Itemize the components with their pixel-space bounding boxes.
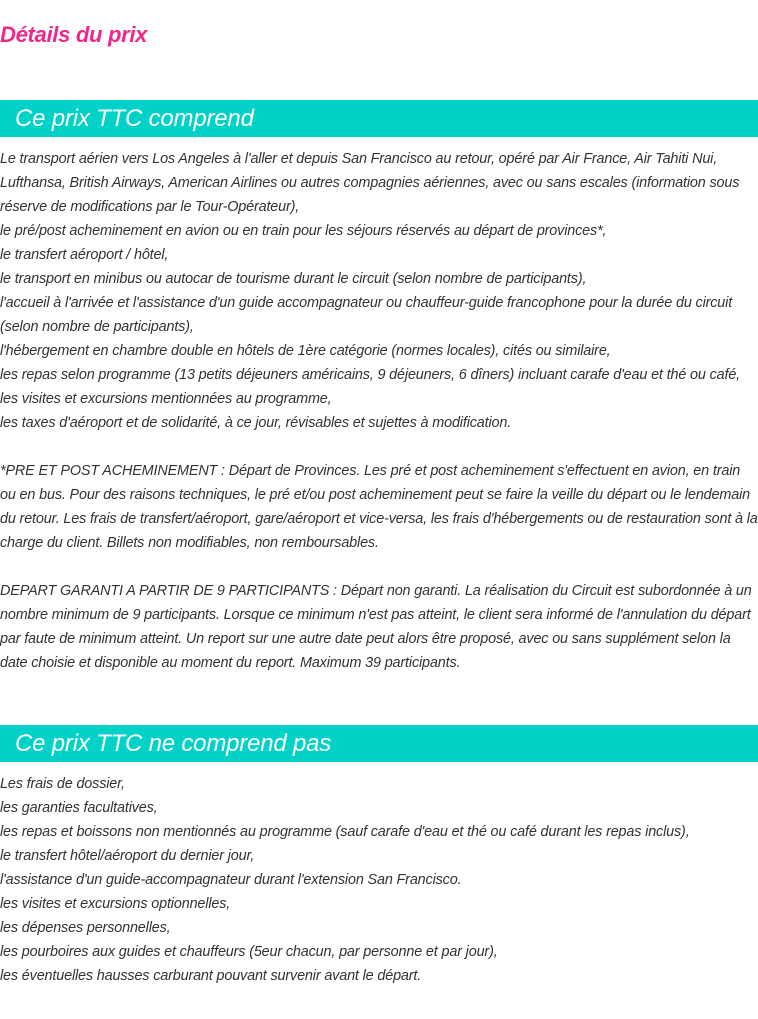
includes-list — [0, 147, 758, 675]
excludes-list — [0, 772, 758, 988]
depart-garanti-note: DEPART GARANTI A PARTIR DE 9 PARTICIPANTS : Départ non garanti. La réalisation du Circuit est subordonnée à un nombre minimum de 9 participants. Lorsque ce minimum n'est pas atteint, le client sera informé de l'annulation du départ par faute de minimum atteint. Un report sur une autre date peut alors être proposé, avec ou sans supplément selon la date choisie et disponible au moment du report. Maximum 39 participants. — [0, 583, 752, 671]
excludes-item: les repas et boissons non mentionnés au programme (sauf carafe d'eau et thé ou café durant les repas inclus), — [0, 824, 690, 840]
includes-item: l'hébergement en chambre double en hôtels de 1ère catégorie (normes locales), cités ou similaire, — [0, 343, 611, 359]
excludes-heading: Ce prix TTC ne comprend pas — [15, 730, 332, 757]
excludes-item: les visites et excursions optionnelles, — [0, 896, 231, 912]
includes-item: les taxes d'aéroport et de solidarité, à ce jour, révisables et sujettes à modification. — [0, 415, 512, 431]
includes-section-header — [0, 100, 758, 137]
excludes-item: Les frais de dossier, — [0, 776, 125, 792]
page-title: Détails du prix — [0, 22, 148, 47]
includes-item: l'accueil à l'arrivée et l'assistance d'un guide accompagnateur ou chauffeur-guide francophone pour la durée du circuit (selon nombre de participants), — [0, 295, 733, 335]
includes-item: les visites et excursions mentionnées au programme, — [0, 391, 332, 407]
excludes-item: les dépenses personnelles, — [0, 920, 171, 936]
excludes-section-header — [0, 725, 758, 762]
includes-item: les repas selon programme (13 petits déjeuners américains, 9 déjeuners, 6 dîners) incluant carafe d'eau et thé ou café, — [0, 367, 741, 383]
excludes-item: les pourboires aux guides et chauffeurs (5eur chacun, par personne et par jour), — [0, 944, 498, 960]
excludes-item: les éventuelles hausses carburant pouvant survenir avant le départ. — [0, 968, 422, 984]
includes-heading: Ce prix TTC comprend — [15, 105, 254, 132]
excludes-item: le transfert hôtel/aéroport du dernier jour, — [0, 848, 255, 864]
excludes-item: l'assistance d'un guide-accompagnateur durant l'extension San Francisco. — [0, 872, 462, 888]
includes-item: le transport en minibus ou autocar de tourisme durant le circuit (selon nombre de participants), — [0, 271, 587, 287]
includes-item: Le transport aérien vers Los Angeles à l'aller et depuis San Francisco au retour, opéré par Air France, Air Tahiti Nui, Lufthansa, British Airways, American Airlines ou autres compagnies aériennes, avec ou sans escales (information sous réserve de modifications par le Tour-Opérateur), — [0, 151, 740, 215]
acheminement-note: *PRE ET POST ACHEMINEMENT : Départ de Provinces. Les pré et post acheminement s'effectuent en avion, en train ou en bus. Pour des raisons techniques, le pré et/ou post acheminement peut se faire la veille du départ ou le lendemain du retour. Les frais de transfert/aéroport, gare/aéroport et vice-versa, les frais d'hébergements ou de restauration sont à la charge du client. Billets non modifiables, non remboursables. — [0, 463, 758, 551]
includes-item: le transfert aéroport / hôtel, — [0, 247, 169, 263]
includes-item: le pré/post acheminement en avion ou en train pour les séjours réservés au départ de provinces*, — [0, 223, 607, 239]
excludes-item: les garanties facultatives, — [0, 800, 158, 816]
